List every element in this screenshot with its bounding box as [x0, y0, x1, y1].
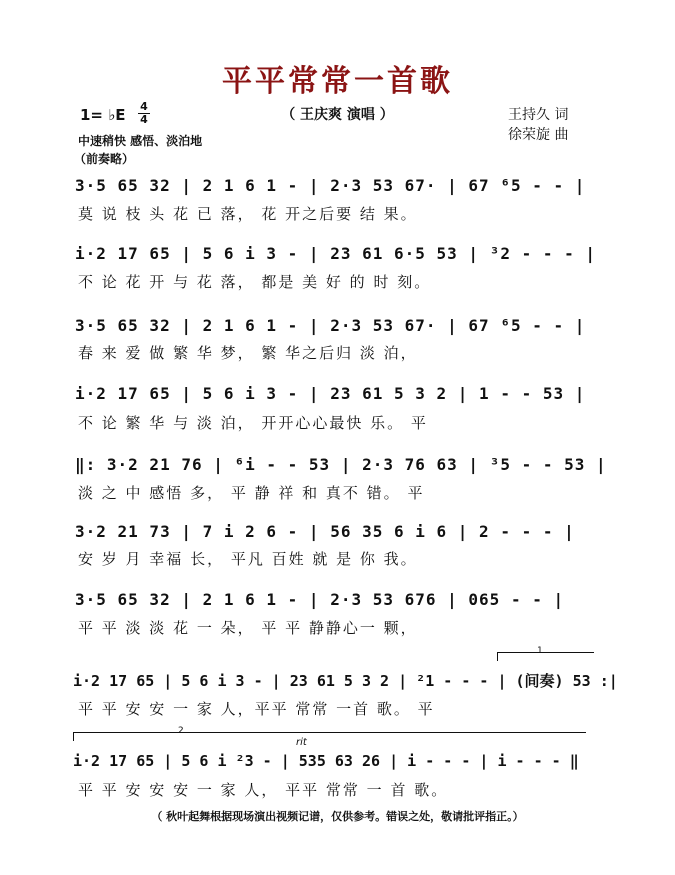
notation-line-4: i·2 17 65 | 5 6 i 3 - | 23 61 5 3 2 | 1 - - 53 | — [75, 384, 586, 403]
notation-line-8: i·2 17 65 | 5 6 i 3 - | 23 61 5 3 2 | ²1 - - - | (间奏) 53 :| — [73, 672, 618, 690]
second-ending-bracket — [73, 732, 586, 741]
notation-line-5: ‖: 3·2 21 76 | ⁶i - - 53 | 2·3 76 63 | ³5 - - 53 | — [75, 455, 607, 474]
first-ending-number: 1 — [537, 646, 543, 656]
lyric-line-6: 安 岁 月 幸福 长， 平凡 百姓 就 是 你 我。 — [78, 550, 418, 568]
lyric-line-8: 平 平 安 安 一 家 人，平平 常常 一首 歌。 平 — [78, 700, 435, 718]
first-ending-bracket — [497, 652, 594, 661]
notation-line-6: 3·2 21 73 | 7 i 2 6 - | 56 35 6 i 6 | 2 - - - | — [75, 522, 575, 541]
key-signature: 1= ♭E — [80, 106, 126, 124]
singer-credit: （ 王庆爽 演唱 ） — [281, 107, 394, 123]
notation-line-9: i·2 17 65 | 5 6 i ²3 - | 535 63 26 | i - - - | i - - - ‖ — [73, 752, 579, 770]
lyric-line-9: 平 平 安 安 安 一 家 人， 平平 常常 一 首 歌。 — [78, 781, 449, 799]
lyric-line-1: 莫 说 枝 头 花 已 落， 花 开之后要 结 果。 — [78, 205, 418, 223]
ritardando-marking: rit — [296, 737, 307, 748]
time-signature: 4 4 — [138, 101, 150, 125]
lyricist-credit: 王持久 词 — [508, 107, 569, 123]
tempo-marking: 中速稍快 感悟、淡泊地 — [78, 134, 203, 148]
notation-line-7: 3·5 65 32 | 2 1 6 1 - | 2·3 53 676 | 065 - - | — [75, 590, 565, 609]
lyric-line-7: 平 平 淡 淡 花 一 朵， 平 平 静静心一 颗， — [78, 619, 418, 637]
song-title: 平平常常一首歌 — [222, 64, 453, 99]
notation-line-2: i·2 17 65 | 5 6 i 3 - | 23 61 6·5 53 | ³2 - - - | — [75, 244, 597, 263]
second-ending-number: 2 — [178, 726, 184, 736]
prelude-note: （前奏略） — [74, 152, 135, 166]
lyric-line-2: 不 论 花 开 与 花 落， 都是 美 好 的 时 刻。 — [78, 273, 432, 291]
transcription-note: （ 秋叶起舞根据现场演出视频记谱，仅供参考。错误之处，敬请批评指正。） — [151, 810, 524, 823]
composer-credit: 徐荣旋 曲 — [508, 127, 569, 143]
lyric-line-4: 不 论 繁 华 与 淡 泊， 开开心心最快 乐。 平 — [78, 414, 428, 432]
notation-line-3: 3·5 65 32 | 2 1 6 1 - | 2·3 53 67· | 67 ⁶5 - - | — [75, 316, 586, 335]
notation-line-1: 3·5 65 32 | 2 1 6 1 - | 2·3 53 67· | 67 ⁶5 - - | — [75, 176, 586, 195]
lyric-line-3: 春 来 爱 做 繁 华 梦， 繁 华之后归 淡 泊， — [78, 344, 418, 362]
lyric-line-5: 淡 之 中 感悟 多， 平 静 祥 和 真不 错。 平 — [78, 484, 425, 502]
